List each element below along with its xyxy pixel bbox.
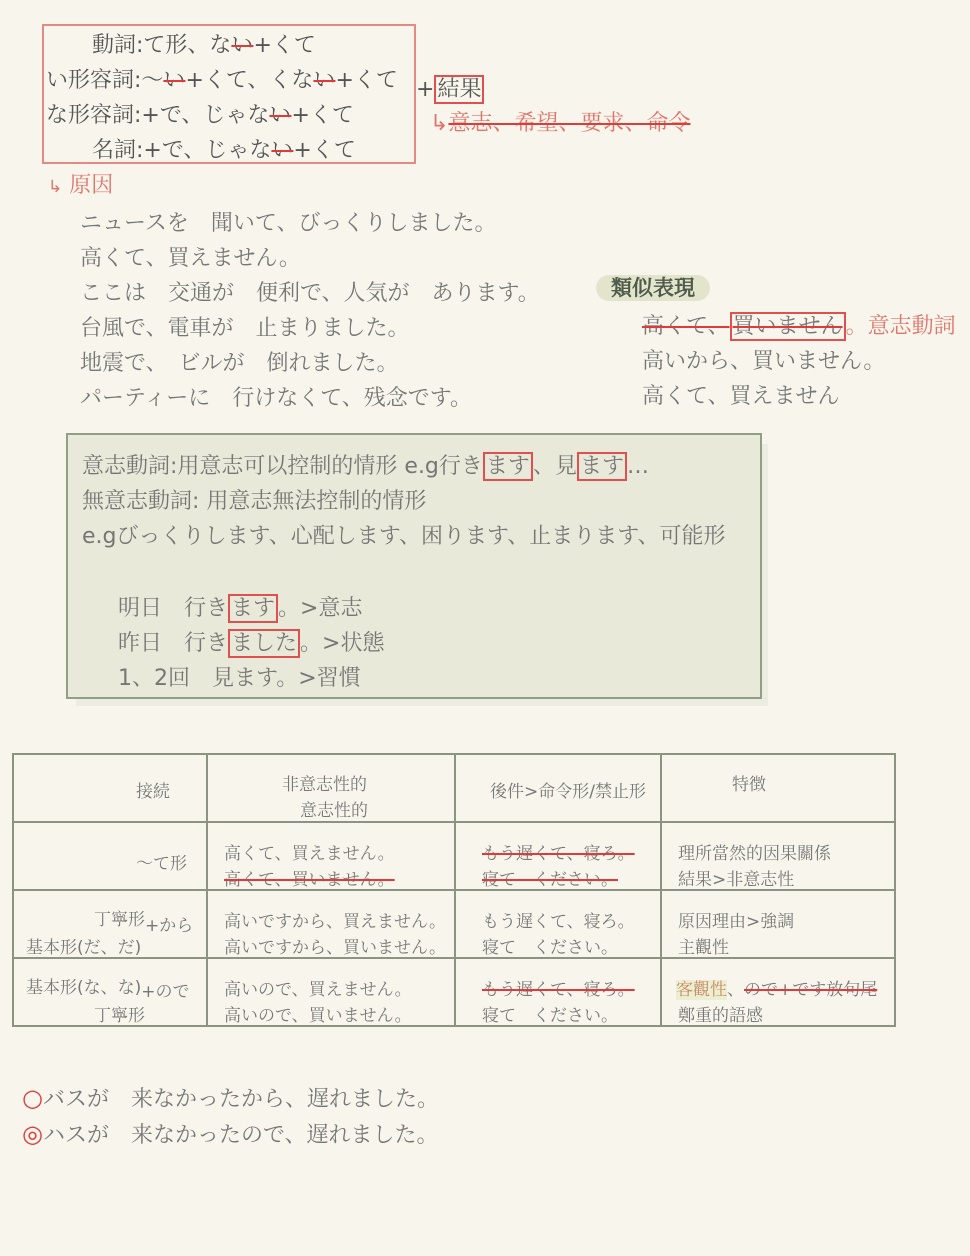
notes-line: 無意志動詞: 用意志無法控制的情形 <box>82 489 427 514</box>
notes-line: 1、2回 見ます。>習慣 <box>118 666 361 691</box>
similar-line-3: 高くて、買えません <box>642 384 840 409</box>
notes-line: e.gびっくりします、心配します、困ります、止まります、可能形 <box>82 524 726 549</box>
verb-rule: 動詞:て形、ない+くて <box>92 33 316 58</box>
table-header-row <box>13 754 895 822</box>
example-line: 台風で、電車が 止まりました。 <box>80 316 410 341</box>
header-consequent: 後件>命令形/禁止形 <box>490 782 646 802</box>
na-adjective-rule: な形容詞:+で、じゃない+くて <box>46 103 354 128</box>
header-features: 特徴 <box>732 775 766 795</box>
notes-line: 昨日 行き ました 。>状態 <box>118 631 385 656</box>
table-row: 〜て形 高くて、買えません。 高くて、買いません。 もう遅くて、寝ろ。 寝て ください。 理所當然的因果關係 結果>非意志性 <box>13 822 895 890</box>
arrow-icon: ↳ <box>430 111 449 136</box>
grammar-table <box>12 753 896 1027</box>
example-line: 地震で、 ビルが 倒れました。 <box>80 351 399 376</box>
notes-line: 意志動詞:用意志可以控制的情形 e.g行き ます 、見 ます … <box>82 454 649 479</box>
header-connection: 接続 <box>136 782 170 802</box>
i-adjective-rule: い形容詞:〜い+くて、くない+くて <box>46 68 398 93</box>
similar-expression-tag: 類似表現 <box>596 275 710 301</box>
example-line: パーティーに 行けなくて、残念です。 <box>80 386 473 411</box>
table-row: 丁寧形+から 基本形(だ、だ) 高いですから、買えません。 高いですから、買いません。 もう遅くて、寝ろ。 寝て ください。 原因理由>強調 主觀性 <box>13 890 895 958</box>
table-row: 基本形(な、な)+ので 丁寧形 高いので、買えません。 高いので、買いません。 もう遅くて、寝ろ。 寝て ください。 客觀性、ので+です放句尾 鄭重的語感 <box>13 958 895 1026</box>
arrow-icon: ↳ <box>48 177 63 197</box>
result-label: + 結果 <box>416 72 484 103</box>
header-volition: 非意志性的 <box>282 775 367 795</box>
bottom-example-2: ◎ハスが 来なかったので、遅れました。 <box>22 1120 439 1148</box>
circle-icon: ○ <box>22 1084 43 1112</box>
similar-line-2: 高いから、買いません。 <box>642 349 886 374</box>
example-line: ニュースを 聞いて、びっくりしました。 <box>80 211 497 236</box>
volition-strike-note: ↳意志、希望、要求、命令 <box>430 111 691 136</box>
double-circle-icon: ◎ <box>22 1120 43 1148</box>
similar-line-1: 高くて、 買いません 。意志動詞 <box>642 314 956 339</box>
example-line: ここは 交通が 便利で、人気が あります。 <box>80 281 540 306</box>
volition-notes-box <box>66 433 762 699</box>
bottom-example-1: ○バスが 来なかったから、遅れました。 <box>22 1084 439 1112</box>
example-line: 高くて、買えません。 <box>80 246 301 271</box>
verb-connection-box <box>42 24 416 164</box>
notes-line: 明日 行き ます 。>意志 <box>118 596 363 621</box>
noun-rule: 名詞:+で、じゃない+くて <box>92 138 356 163</box>
header-volition-sub: 意志性的 <box>300 801 368 821</box>
cause-label: ↳ 原因 <box>48 173 114 198</box>
